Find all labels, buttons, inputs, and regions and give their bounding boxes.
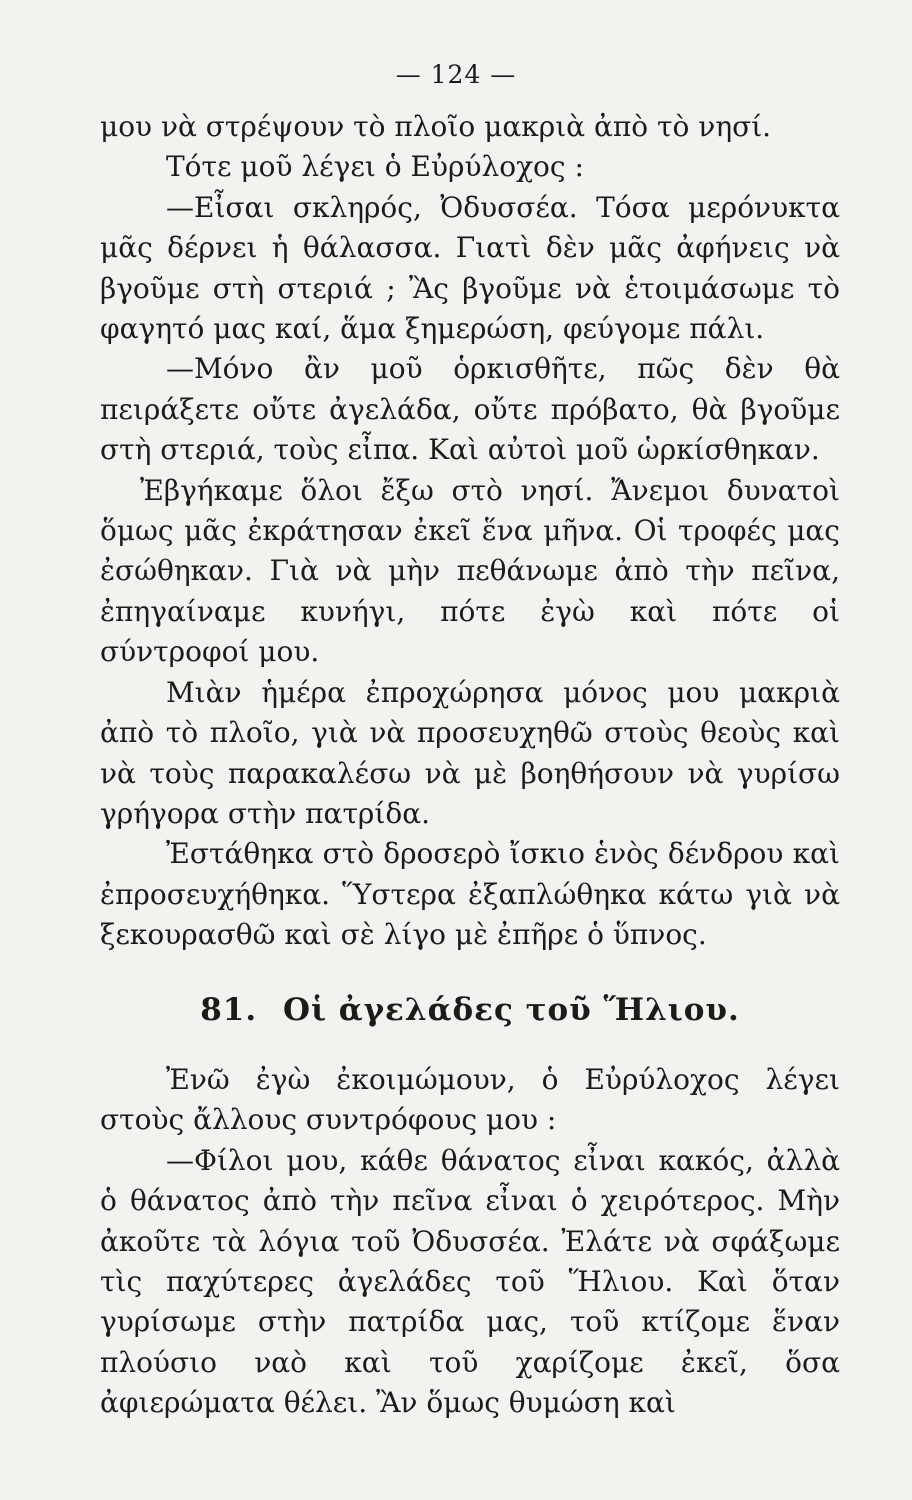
section-title: Οἱ ἀγελάδες τοῦ Ἥλιου. [282, 991, 740, 1028]
body-text [100, 107, 840, 1424]
paragraph-6: Μιὰν ἡμέρα ἐπροχώρησα μόνος μου μακριὰ ἀπὸ τὸ πλοῖο, γιὰ νὰ προσευχηθῶ στοὺς θεοὺς καὶ νὰ τοὺς παρακαλέσω νὰ μὲ βοηθήσουν νὰ γυρίσω γρήγορα στὴν πατρίδα. [100, 675, 840, 830]
paragraph-1: μου νὰ στρέψουν τὸ πλοῖο μακριὰ ἀπὸ τὸ νησί. [100, 110, 772, 143]
paragraph-8: Ἐνῶ ἐγὼ ἐκοιμώμουν, ὁ Εὐρύλοχος λέγει στοὺς ἄλλους συντρόφους μου : [100, 1062, 840, 1137]
paragraph-9: —Φίλοι μου, κάθε θάνατος εἶναι κακός, ἀλλὰ ὁ θάνατος ἀπὸ τὴν πεῖνα εἶναι ὁ χειρότερος. Μὴν ἀκοῦτε τὰ λόγια τοῦ Ὀδυσσέα. Ἐλάτε νὰ σφάξωμε τὶς παχύτερες ἀγελάδες τοῦ Ἥλιου. Καὶ ὅταν γυρίσωμε στὴν πατρίδα μας, τοῦ κτίζομε ἕναν πλούσιο ναὸ καὶ τοῦ χαρίζομε ἐκεῖ, ὅσα ἀφιερώματα θέλει. Ἂν ὅμως θυμώση καὶ [100, 1143, 840, 1420]
paragraph-4: —Μόνο ἂν μοῦ ὁρκισθῆτε, πῶς δὲν θὰ πειράξετε οὔτε ἀγελάδα, οὔτε πρόβατο, θὰ βγοῦμε στὴ στεριά, τοὺς εἶπα. Καὶ αὐτοὶ μοῦ ὡρκίσθηκαν. [100, 352, 840, 467]
paragraph-7: Ἐστάθηκα στὸ δροσερὸ ἴσκιο ἑνὸς δένδρου καὶ ἐπροσευχήθηκα. Ὕστερα ἐξαπλώθηκα κάτω γιὰ νὰ ξεκουρασθῶ καὶ σὲ λίγο μὲ ἐπῆρε ὁ ὕπνος. [100, 837, 840, 952]
paragraph-5: Ἐβγήκαμε ὅλοι ἔξω στὸ νησί. Ἄνεμοι δυνατοὶ ὅμως μᾶς ἐκράτησαν ἐκεῖ ἕνα μῆνα. Οἱ τροφές μας ἐσώθηκαν. Γιὰ νὰ μὴν πεθάνωμε ἀπὸ τὴν πεῖνα, ἐπηγαίναμε κυνήγι, πότε ἐγὼ καὶ πότε οἱ σύντροφοί μου. [100, 473, 840, 669]
section-heading [100, 990, 840, 1030]
paragraph-3: —Εἶσαι σκληρός, Ὀδυσσέα. Τόσα μερόνυκτα μᾶς δέρνει ἡ θάλασσα. Γιατὶ δὲν μᾶς ἀφήνεις νὰ βγοῦμε στὴ στεριά ; Ἂς βγοῦμε νὰ ἑτοιμάσωμε τὸ φαγητό μας καί, ἅμα ξημερώση, φεύγομε πάλι. [100, 190, 840, 346]
paragraph-2: Τότε μοῦ λέγει ὁ Εὐρύλοχος : [166, 150, 584, 184]
page-number: — 124 — [395, 60, 517, 89]
section-number: 81. [200, 991, 258, 1028]
